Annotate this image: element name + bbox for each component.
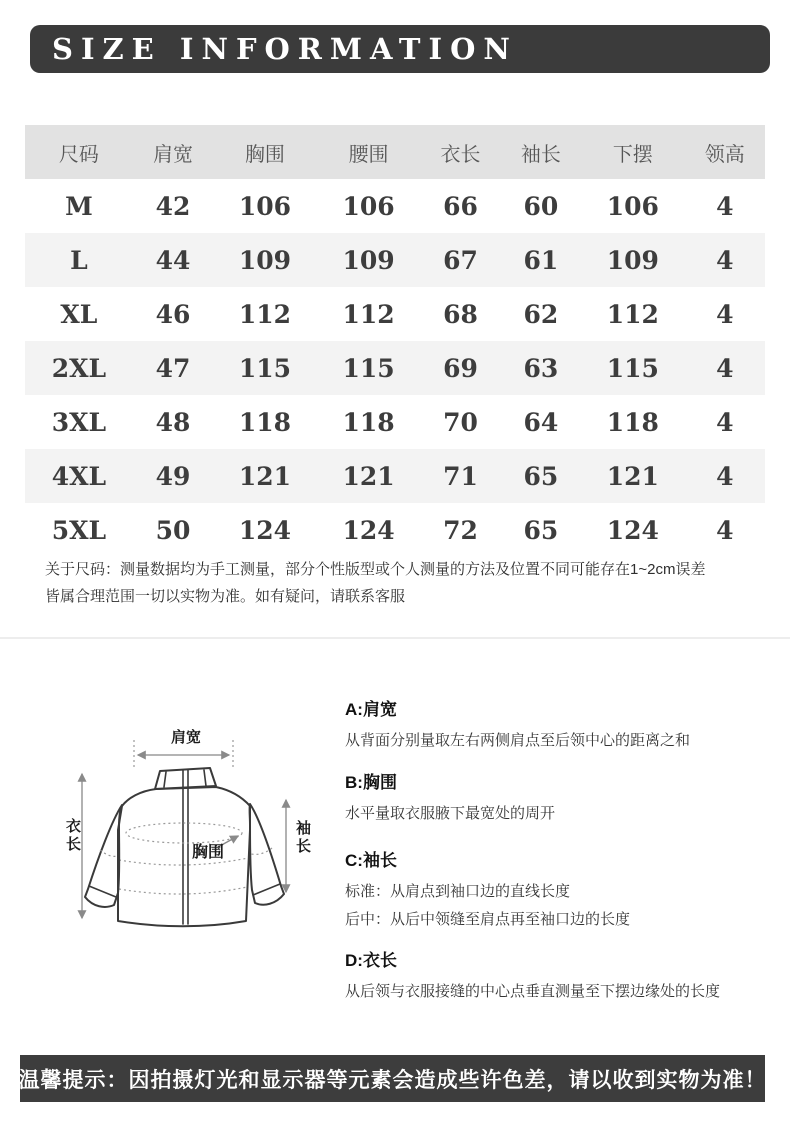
measurement-value: 109 bbox=[317, 233, 421, 287]
measurement-value: 121 bbox=[317, 449, 421, 503]
measurement-value: 109 bbox=[581, 233, 685, 287]
measurement-value: 62 bbox=[523, 299, 559, 329]
measurement-value: 63 bbox=[501, 341, 581, 395]
column-header: 肩宽 bbox=[133, 125, 213, 179]
measurement-value: 44 bbox=[133, 233, 213, 287]
measurement-value: 115 bbox=[581, 341, 685, 395]
diagram-label-sleeve-length: 袖长 bbox=[294, 820, 311, 856]
measurement-value: 4 bbox=[716, 299, 734, 329]
size-note-line1: 关于尺码：测量数据均为手工测量，部分个性版型或个人测量的方法及位置不同可能存在1~2cm误差 bbox=[45, 561, 706, 578]
measurement-value: 4 bbox=[685, 449, 765, 503]
measurement-value: 47 bbox=[133, 341, 213, 395]
measurement-value: 112 bbox=[238, 299, 292, 329]
diagram-label-garment-length: 衣长 bbox=[64, 818, 81, 854]
measurement-value: 112 bbox=[606, 299, 659, 329]
page-title: SIZE INFORMATION bbox=[52, 32, 518, 66]
measurement-value: 106 bbox=[606, 191, 659, 221]
guide-heading-length: D:衣长 bbox=[345, 951, 397, 970]
diagram-label-shoulder-width: 肩宽 bbox=[170, 729, 201, 746]
measurement-value: 106 bbox=[342, 191, 395, 221]
measurement-value: 4 bbox=[716, 191, 734, 221]
measurement-value: 65 bbox=[523, 515, 559, 545]
measurement-value: 65 bbox=[501, 449, 581, 503]
guide-block-length bbox=[345, 946, 720, 1006]
measurement-value: 4 bbox=[716, 515, 734, 545]
column-header: 尺码 bbox=[25, 125, 133, 179]
guide-block-shoulder bbox=[345, 695, 690, 755]
measurement-value: 48 bbox=[155, 407, 191, 437]
measurement-value: 49 bbox=[133, 449, 213, 503]
guide-block-chest bbox=[345, 768, 555, 828]
measurement-value: 42 bbox=[155, 191, 191, 221]
guide-heading-sleeve: C:袖长 bbox=[345, 851, 397, 870]
size-label: 2XL bbox=[25, 341, 133, 395]
measurement-value: 118 bbox=[606, 407, 659, 437]
measurement-value: 67 bbox=[420, 233, 500, 287]
measurement-value: 72 bbox=[443, 515, 478, 545]
size-table bbox=[25, 125, 765, 557]
measurement-value: 118 bbox=[238, 407, 292, 437]
table-header-row bbox=[25, 125, 765, 179]
guide-text-sleeve-standard: 标准：从肩点到袖口边的直线长度 bbox=[345, 883, 571, 900]
measurement-value: 66 bbox=[443, 191, 478, 221]
column-header: 下摆 bbox=[581, 125, 685, 179]
table-body bbox=[25, 179, 765, 557]
page-title-bar bbox=[30, 25, 770, 73]
column-header: 领高 bbox=[685, 125, 765, 179]
table-row bbox=[25, 395, 765, 449]
size-label: M bbox=[65, 191, 93, 221]
size-label: L bbox=[25, 233, 133, 287]
measurement-value: 106 bbox=[238, 191, 292, 221]
measurement-value: 64 bbox=[523, 407, 559, 437]
measurement-value: 4 bbox=[685, 341, 765, 395]
measurement-value: 115 bbox=[213, 341, 317, 395]
guide-text-chest: 水平量取衣服腋下最宽处的周开 bbox=[345, 805, 556, 822]
measurement-value: 124 bbox=[606, 515, 659, 545]
table-row bbox=[25, 449, 765, 503]
guide-text-shoulder: 从背面分别量取左右两侧肩点至后领中心的距离之和 bbox=[345, 732, 691, 749]
table-row bbox=[25, 287, 765, 341]
column-header: 胸围 bbox=[213, 125, 317, 179]
section-divider bbox=[0, 637, 790, 639]
measurement-value: 124 bbox=[342, 515, 395, 545]
footer-notice-bar bbox=[20, 1055, 765, 1102]
guide-heading-chest: B:胸围 bbox=[345, 773, 397, 792]
size-label: XL bbox=[60, 299, 98, 329]
measurement-value: 124 bbox=[238, 515, 292, 545]
guide-block-sleeve bbox=[345, 846, 630, 934]
measurement-value: 68 bbox=[443, 299, 478, 329]
diagram-label-chest: 胸围 bbox=[192, 844, 225, 861]
measurement-value: 61 bbox=[501, 233, 581, 287]
column-header: 衣长 bbox=[420, 125, 500, 179]
jacket-measurement-diagram bbox=[60, 690, 340, 960]
table-row bbox=[25, 341, 765, 395]
measurement-value: 71 bbox=[420, 449, 500, 503]
measurement-value: 60 bbox=[523, 191, 559, 221]
footer-notice-text: 温馨提示：因拍摄灯光和显示器等元素会造成些许色差，请以收到实物为准！ bbox=[18, 1068, 767, 1092]
size-label: 4XL bbox=[25, 449, 133, 503]
column-header: 腰围 bbox=[317, 125, 421, 179]
size-label: 3XL bbox=[51, 407, 107, 437]
measurement-value: 4 bbox=[685, 233, 765, 287]
measurement-value: 121 bbox=[213, 449, 317, 503]
size-note bbox=[45, 556, 755, 610]
size-note-line2: 皆属合理范围一切以实物为准。如有疑问，请联系客服 bbox=[45, 588, 406, 605]
guide-text-length: 从后领与衣服接缝的中心点垂直测量至下摆边缘处的长度 bbox=[345, 983, 721, 1000]
guide-heading-shoulder: A:肩宽 bbox=[345, 700, 397, 719]
guide-text-sleeve-backcenter: 后中：从后中领缝至肩点再至袖口边的长度 bbox=[345, 911, 631, 928]
measurement-value: 118 bbox=[342, 407, 395, 437]
size-label: 5XL bbox=[51, 515, 107, 545]
table-row bbox=[25, 233, 765, 287]
table-row bbox=[25, 179, 765, 233]
measurement-value: 70 bbox=[443, 407, 478, 437]
measurement-value: 4 bbox=[716, 407, 734, 437]
column-header: 袖长 bbox=[501, 125, 581, 179]
measurement-value: 69 bbox=[420, 341, 500, 395]
measurement-value: 50 bbox=[155, 515, 191, 545]
table-row bbox=[25, 503, 765, 557]
measurement-value: 46 bbox=[155, 299, 191, 329]
measurement-value: 112 bbox=[342, 299, 395, 329]
measurement-value: 121 bbox=[581, 449, 685, 503]
measurement-value: 109 bbox=[213, 233, 317, 287]
measurement-value: 115 bbox=[317, 341, 421, 395]
